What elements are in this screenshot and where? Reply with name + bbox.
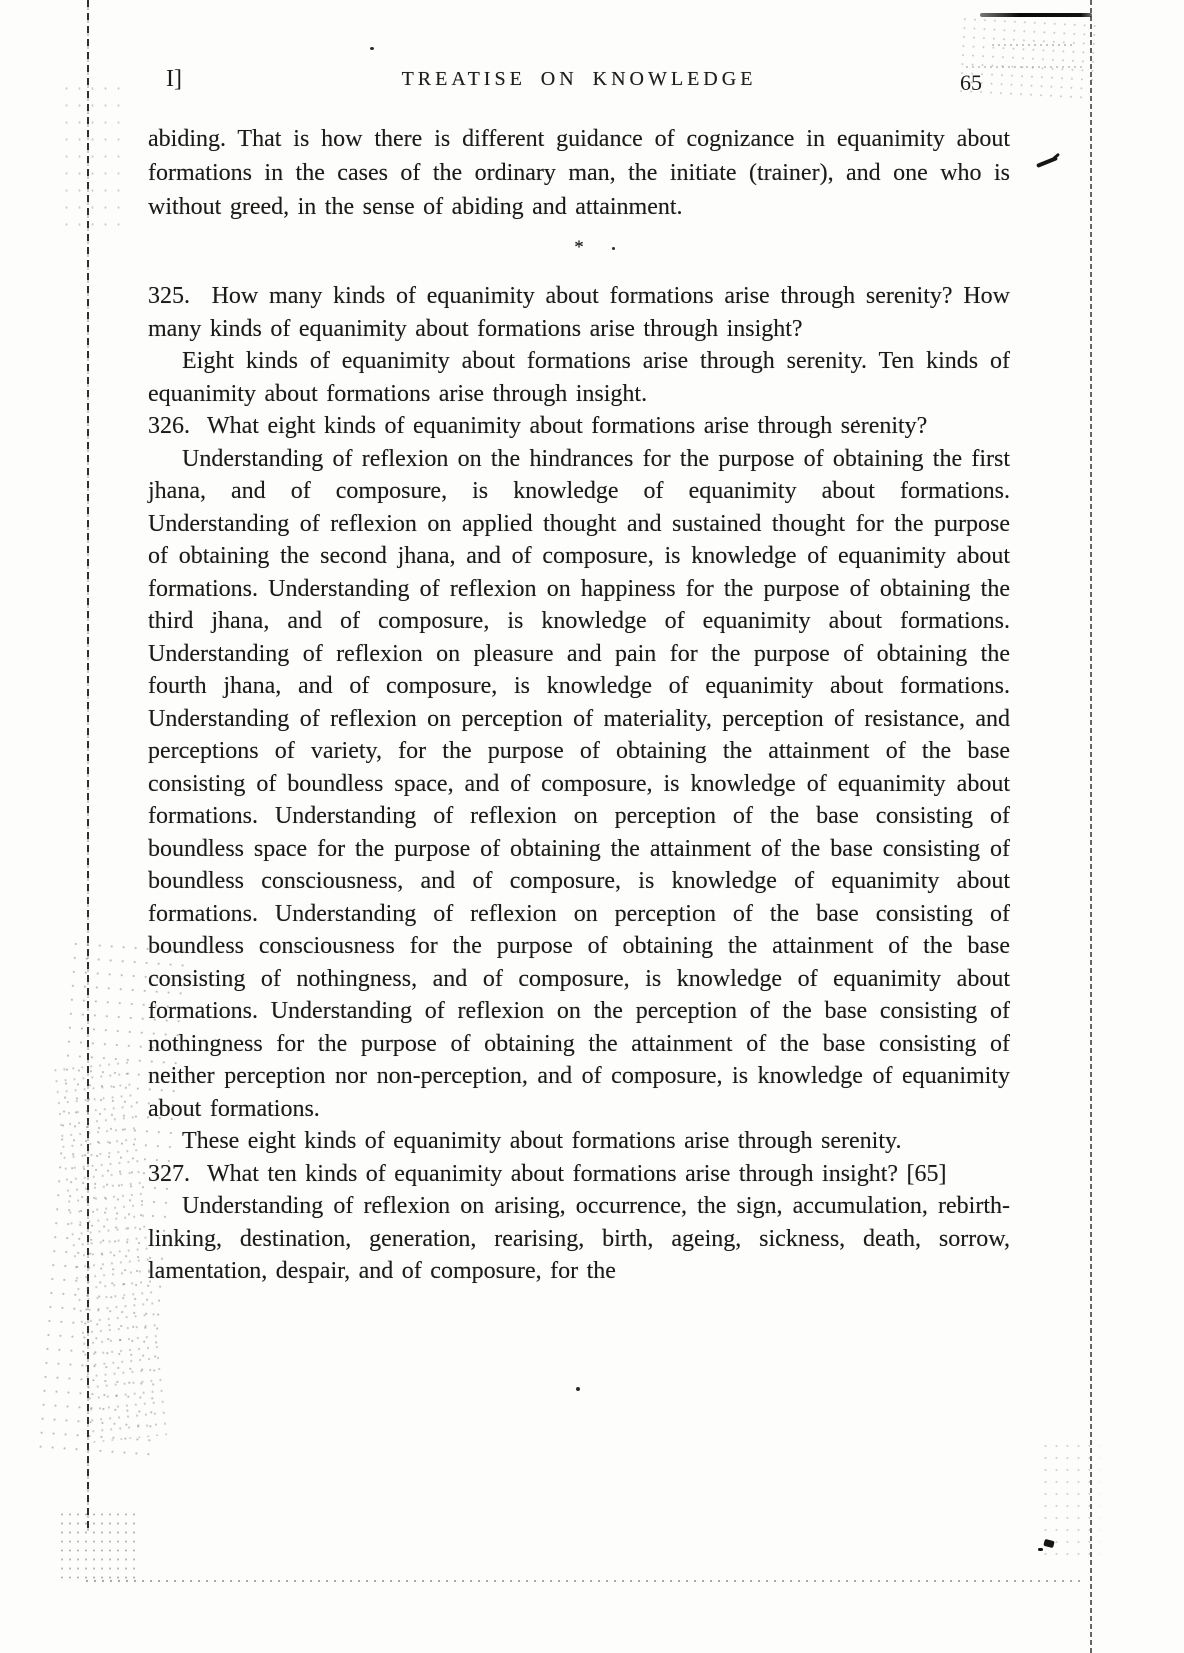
page-title: TREATISE ON KNOWLEDGE (401, 68, 757, 90)
folio-mark: I] (166, 66, 182, 92)
right-page-edge-line (1090, 0, 1092, 1653)
paragraph-question-325: 325. How many kinds of equanimity about formations arise through serenity? How many kinds of equanimity about formations arise through insight? (148, 283, 1010, 342)
ink-smudge-mark (1038, 1548, 1043, 1551)
section-separator-asterisk: * (574, 237, 584, 258)
paragraph-eight-kinds-serenity: Understanding of reflexion on the hindrances for the purpose of obtaining the first jhana, and of composure, is knowledge of equanimity about formations. Understanding of reflexion on applied thought and sustained thought for the purpose of obtaining the second jhana, and of composure, is knowledge of equanimity about formations. Understanding of reflexion on happiness for the purpose of obtaining the third jhana, and of composure, is knowledge of equanimity about formations. Understanding of reflexion on pleasure and pain for the purpose of obtaining the fourth jhana, and of composure, is knowledge of equanimity about formations. Understanding of reflexion on perception of materiality, perception of resistance, and perceptions of variety, for the purpose of obtaining the attainment of the base consisting of boundless space, and of composure, is knowledge of equanimity about formations. Understanding of reflexion on perception of the base consisting of boundless space for the purpose of obtaining the attainment of the base consisting of boundless consciousness, and of composure, is knowledge of equanimity about formations. Understanding of reflexion on perception of the base consisting of boundless consciousness for the purpose of obtaining the attainment of the base consisting of nothingness, and of composure, is knowledge of equanimity about formations. Understanding of reflexion on the perception of the base consisting of nothingness for the purpose of obtaining the attainment of the base consisting of neither perception nor non-perception, and of composure, is knowledge of equanimity about formations. (148, 445, 1010, 1122)
paragraph-answer-eight-ten: Eight kinds of equanimity about formations arise through serenity. Ten kinds of equanimity about formations arise through insight. (148, 348, 1010, 407)
ink-speck (370, 47, 374, 50)
page-content (148, 60, 1010, 1288)
paragraph-these-eight-kinds: These eight kinds of equanimity about formations arise through serenity. (182, 1128, 902, 1154)
scan-noise-band (58, 1510, 138, 1580)
paragraph-question-327: 327. What ten kinds of equanimity about formations arise through insight? [65] (148, 1160, 947, 1187)
bottom-dotted-rule (86, 1580, 1082, 1582)
paragraph-abiding-continuation: abiding. That is how there is different guidance of cognizance in equanimity about formations in the cases of the ordinary man, the initiate (trainer), and one who is without greed, in the sense of abiding and attainment. (148, 126, 1010, 220)
paragraph-ten-kinds-insight-start: Understanding of reflexion on arising, occurrence, the sign, accumulation, rebirth-linking, destination, generation, rearising, birth, ageing, sickness, death, sorrow, lamentation, despair, and of composure, for the (148, 1193, 1010, 1284)
ink-speck (576, 1387, 580, 1391)
page-number: 65 (960, 70, 982, 95)
body-text (148, 122, 1010, 1288)
running-header (148, 60, 1010, 94)
paragraph-question-326: 326. What eight kinds of equanimity about formations arise through serenity? (148, 413, 928, 439)
scan-noise-band (60, 80, 120, 240)
